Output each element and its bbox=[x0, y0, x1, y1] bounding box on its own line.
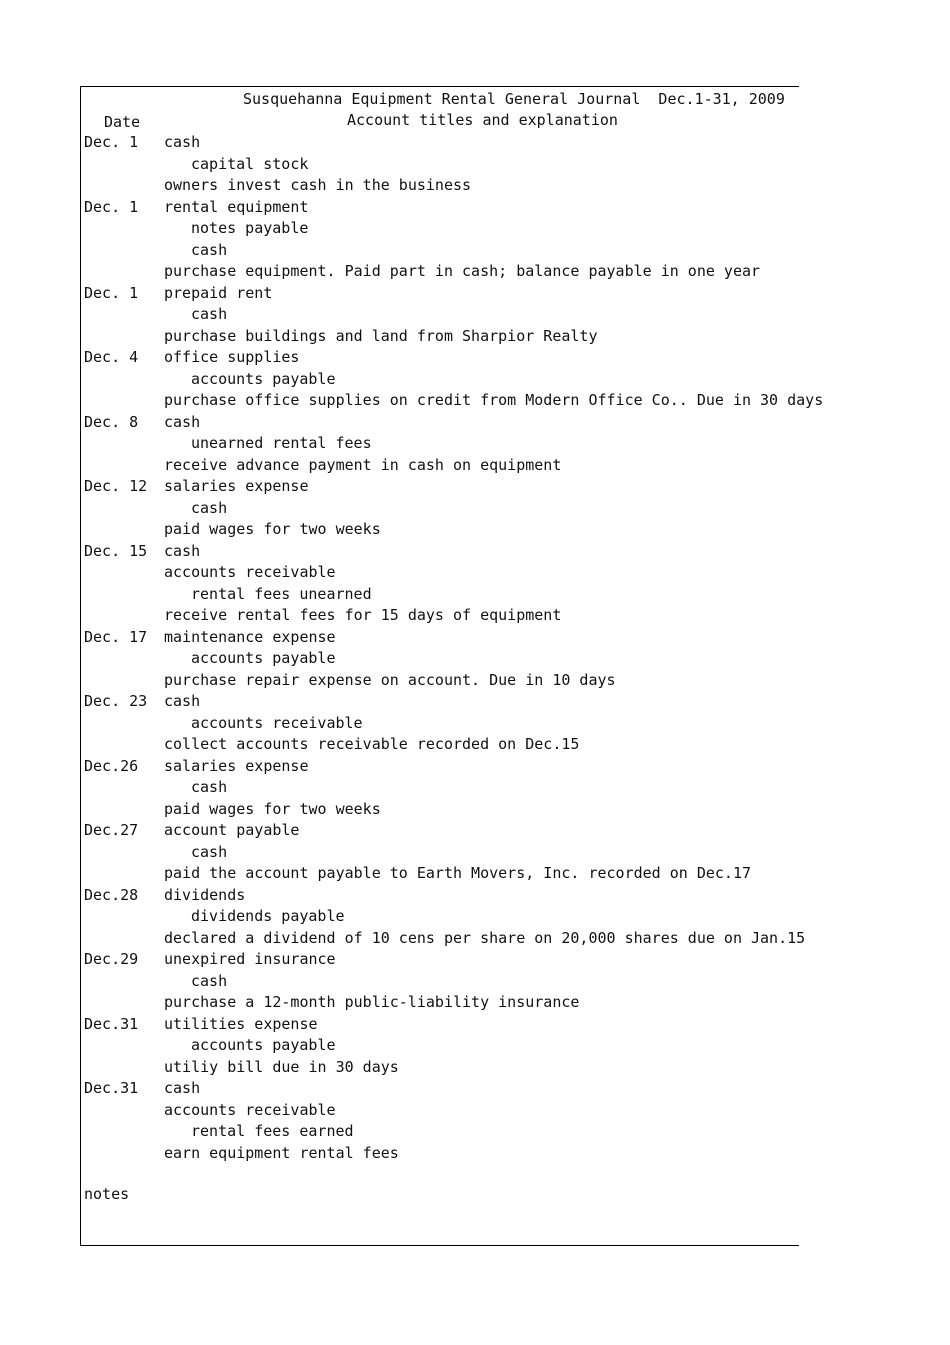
credit-account: cash bbox=[191, 778, 228, 796]
credit-account: accounts payable bbox=[191, 649, 336, 667]
entry-explanation: earn equipment rental fees bbox=[164, 1143, 399, 1162]
credit-account: accounts payable bbox=[191, 369, 336, 388]
journal-line bbox=[84, 154, 884, 176]
credit-account: cash bbox=[191, 305, 228, 323]
journal-line bbox=[84, 627, 884, 649]
journal-line bbox=[84, 605, 884, 627]
journal-line bbox=[84, 1121, 884, 1143]
entry-explanation: utiliy bill due in 30 days bbox=[164, 1057, 399, 1076]
debit-account: maintenance expense bbox=[164, 627, 336, 646]
debit-account: accounts receivable bbox=[164, 563, 336, 581]
journal-line bbox=[84, 455, 884, 477]
journal-line bbox=[84, 304, 884, 326]
journal-line bbox=[84, 1014, 884, 1036]
debit-account: account payable bbox=[164, 821, 300, 839]
journal-line bbox=[84, 326, 884, 348]
journal-line bbox=[84, 949, 884, 971]
journal-line bbox=[84, 863, 884, 885]
entry-date: Dec. 1 bbox=[84, 197, 139, 216]
journal-line bbox=[84, 261, 884, 283]
debit-account: cash bbox=[164, 133, 201, 151]
journal-line bbox=[84, 648, 884, 670]
entry-explanation: declared a dividend of 10 cens per share on 20,000 shares due on Jan.15 bbox=[164, 928, 806, 947]
entry-explanation: collect accounts receivable recorded on Dec.15 bbox=[164, 735, 580, 753]
journal-line bbox=[84, 799, 884, 821]
debit-account: cash bbox=[164, 412, 201, 431]
credit-account: cash bbox=[191, 971, 228, 990]
journal-line bbox=[84, 476, 884, 498]
entry-date: Dec.28 bbox=[84, 885, 139, 904]
credit-account: cash bbox=[191, 498, 228, 517]
journal-line bbox=[84, 885, 884, 907]
journal-line bbox=[84, 283, 884, 305]
entry-explanation: paid the account payable to Earth Movers, Inc. recorded on Dec.17 bbox=[164, 864, 751, 882]
entry-date: Dec. 23 bbox=[84, 692, 148, 710]
entry-date: Dec. 1 bbox=[84, 283, 139, 302]
credit-account: rental fees earned bbox=[191, 1122, 354, 1140]
journal-line bbox=[84, 240, 884, 262]
journal-line bbox=[84, 820, 884, 842]
credit-account: unearned rental fees bbox=[191, 434, 372, 452]
journal-line bbox=[84, 412, 884, 434]
entry-date: Dec.27 bbox=[84, 821, 139, 839]
notes-label: notes bbox=[84, 1185, 130, 1203]
debit-account: office supplies bbox=[164, 348, 300, 366]
entry-explanation: paid wages for two weeks bbox=[164, 799, 381, 818]
journal-line bbox=[84, 842, 884, 864]
journal-line bbox=[84, 713, 884, 735]
journal-line bbox=[84, 347, 884, 369]
debit-account: accounts receivable bbox=[164, 1100, 336, 1119]
journal-line bbox=[84, 906, 884, 928]
journal-line bbox=[84, 756, 884, 778]
entry-explanation: purchase repair expense on account. Due in 10 days bbox=[164, 670, 616, 689]
entry-date: Dec. 12 bbox=[84, 477, 148, 495]
entry-date: Dec. 15 bbox=[84, 541, 148, 560]
journal-line bbox=[84, 584, 884, 606]
credit-account: cash bbox=[191, 842, 228, 861]
date-column-header: Date bbox=[104, 113, 141, 131]
credit-account: accounts payable bbox=[191, 1036, 336, 1054]
debit-account: dividends bbox=[164, 885, 246, 904]
credit-account: rental fees unearned bbox=[191, 584, 372, 603]
entry-date: Dec. 17 bbox=[84, 627, 148, 646]
journal-line bbox=[84, 1035, 884, 1057]
debit-account: cash bbox=[164, 692, 201, 710]
journal-line bbox=[84, 971, 884, 993]
debit-account: salaries expense bbox=[164, 477, 309, 495]
credit-account: accounts receivable bbox=[191, 713, 363, 732]
journal-line bbox=[84, 1100, 884, 1122]
journal-line bbox=[84, 197, 884, 219]
debit-account: salaries expense bbox=[164, 756, 309, 775]
journal-title: Susquehanna Equipment Rental General Journal Dec.1-31, 2009 bbox=[243, 90, 785, 108]
journal-line bbox=[84, 433, 884, 455]
journal-line bbox=[84, 369, 884, 391]
journal-line bbox=[84, 1078, 884, 1100]
debit-account: cash bbox=[164, 541, 201, 560]
entry-explanation: purchase a 12-month public-liability insurance bbox=[164, 993, 580, 1011]
entry-explanation: purchase buildings and land from Sharpior Realty bbox=[164, 326, 598, 345]
entry-explanation: purchase equipment. Paid part in cash; balance payable in one year bbox=[164, 262, 761, 280]
entry-date: Dec.26 bbox=[84, 756, 139, 775]
entry-explanation: purchase office supplies on credit from Modern Office Co.. Due in 30 days bbox=[164, 391, 824, 409]
journal-line bbox=[84, 691, 884, 713]
entry-explanation: receive rental fees for 15 days of equipment bbox=[164, 606, 562, 624]
journal-line bbox=[84, 498, 884, 520]
account-titles-header: Account titles and explanation bbox=[347, 111, 618, 129]
journal-line bbox=[84, 541, 884, 563]
journal-entries bbox=[84, 132, 884, 1164]
journal-line bbox=[84, 562, 884, 584]
entry-date: Dec.31 bbox=[84, 1079, 139, 1097]
journal-line bbox=[84, 777, 884, 799]
journal-line bbox=[84, 734, 884, 756]
credit-account: dividends payable bbox=[191, 907, 345, 925]
entry-date: Dec. 1 bbox=[84, 133, 139, 151]
credit-account: capital stock bbox=[191, 154, 309, 173]
journal-line bbox=[84, 1057, 884, 1079]
journal-line bbox=[84, 175, 884, 197]
debit-account: prepaid rent bbox=[164, 283, 273, 302]
entry-date: Dec.29 bbox=[84, 950, 139, 968]
debit-account: cash bbox=[164, 1079, 201, 1097]
journal-line bbox=[84, 928, 884, 950]
entry-explanation: receive advance payment in cash on equipment bbox=[164, 455, 562, 474]
debit-account: utilities expense bbox=[164, 1014, 318, 1033]
entry-explanation: owners invest cash in the business bbox=[164, 176, 472, 194]
journal-line bbox=[84, 1143, 884, 1165]
entry-date: Dec. 4 bbox=[84, 348, 139, 366]
journal-line bbox=[84, 519, 884, 541]
entry-date: Dec. 8 bbox=[84, 412, 139, 431]
journal-line bbox=[84, 670, 884, 692]
entry-explanation: paid wages for two weeks bbox=[164, 520, 381, 538]
journal-line bbox=[84, 992, 884, 1014]
entry-date: Dec.31 bbox=[84, 1014, 139, 1033]
journal-line bbox=[84, 218, 884, 240]
credit-account: notes payable bbox=[191, 219, 309, 237]
debit-account: rental equipment bbox=[164, 197, 309, 216]
debit-account: unexpired insurance bbox=[164, 950, 336, 968]
journal-line bbox=[84, 132, 884, 154]
credit-account: cash bbox=[191, 240, 228, 259]
journal-line bbox=[84, 390, 884, 412]
